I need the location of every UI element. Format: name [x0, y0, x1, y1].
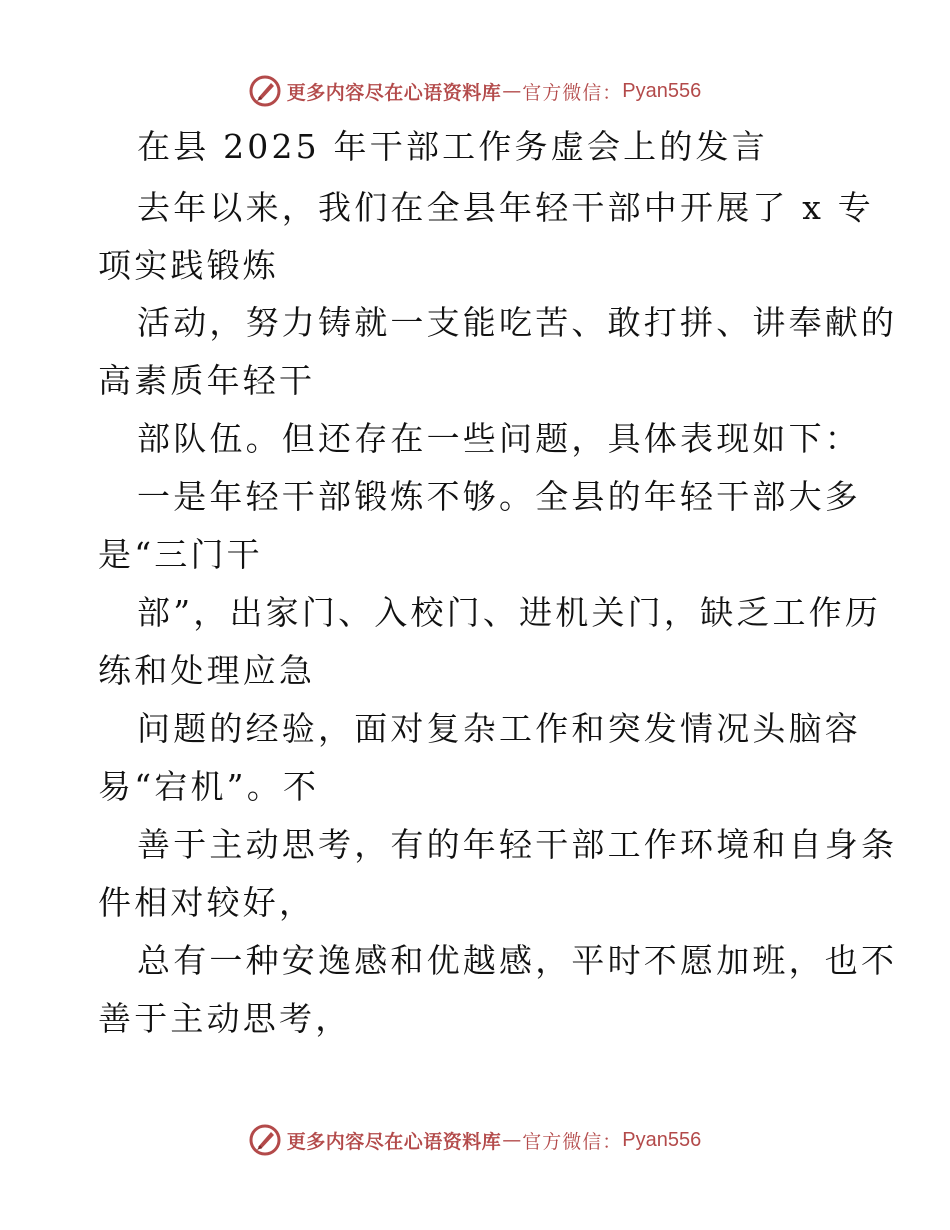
text-line: 总有一种安逸感和优越感，平时不愿加班，也不	[137, 941, 898, 980]
text-line: 活动，努力铸就一支能吃苦、敢打拼、讲奉献的	[137, 303, 898, 342]
text-line: 高素质年轻干	[98, 361, 316, 400]
text-line: 善于主动思考，有的年轻干部工作环境和自身条	[137, 825, 898, 864]
text-line: 项实践锻炼	[98, 246, 279, 285]
watermark-text: 更多内容尽在心语资料库	[286, 1130, 502, 1153]
wechat-id: Pyan556	[622, 79, 702, 102]
quill-pen-logo-icon	[249, 75, 281, 107]
document-title: 在县 2025 年干部工作务虚会上的发言	[137, 127, 768, 166]
text-line: 练和处理应急	[98, 651, 316, 690]
wechat-label: 官方微信：	[522, 1130, 623, 1153]
quill-pen-logo-icon	[249, 1124, 281, 1156]
wechat-label: 官方微信：	[522, 81, 623, 104]
watermark-dash: —	[502, 80, 522, 102]
text-line: 件相对较好，	[98, 883, 316, 922]
text-line: 问题的经验，面对复杂工作和突发情况头脑容	[137, 709, 861, 748]
text-line: 善于主动思考，	[98, 999, 352, 1038]
text-line: 一是年轻干部锻炼不够。全县的年轻干部大多	[137, 477, 861, 516]
text-line: 是“三门干	[98, 535, 263, 574]
watermark-dash: —	[502, 1129, 522, 1151]
text-line: 部队伍。但还存在一些问题，具体表现如下：	[137, 419, 861, 458]
text-line: 去年以来，我们在全县年轻干部中开展了 x 专	[137, 188, 874, 227]
watermark-text: 更多内容尽在心语资料库	[286, 81, 502, 104]
header-watermark	[0, 71, 950, 111]
text-line: 易“宕机”。不	[98, 767, 320, 806]
text-line: 部”，出家门、入校门、进机关门，缺乏工作历	[137, 593, 882, 632]
wechat-id: Pyan556	[622, 1128, 702, 1151]
footer-watermark	[0, 1120, 950, 1160]
